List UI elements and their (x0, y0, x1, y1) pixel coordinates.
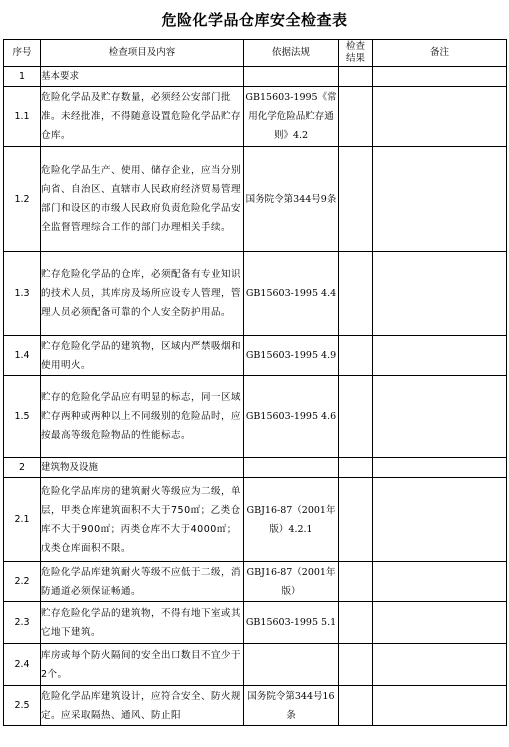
row-basis (244, 644, 339, 686)
row-result (339, 147, 373, 252)
row-note (373, 602, 507, 644)
row-result (339, 458, 373, 478)
row-basis (244, 67, 339, 87)
row-item: 建筑物及设施 (41, 458, 244, 478)
row-no: 1 (4, 67, 41, 87)
row-note (373, 644, 507, 686)
table-row (4, 147, 507, 252)
row-basis: GB15603-1995 5.1 (244, 602, 339, 644)
row-no: 1.2 (4, 147, 41, 252)
table-row (4, 87, 507, 147)
row-basis: GB15603-1995 4.4 (244, 252, 339, 336)
row-note (373, 562, 507, 602)
row-item: 贮存危险化学品的建筑物，不得有地下室或其它地下建筑。 (41, 602, 244, 644)
row-result (339, 87, 373, 147)
table-row (4, 686, 507, 726)
row-item: 贮存危险化学品的建筑物，区域内严禁吸烟和使用明火。 (41, 336, 244, 376)
row-basis: 国务院令第344号16条 (244, 686, 339, 726)
row-basis (244, 458, 339, 478)
row-result (339, 67, 373, 87)
row-note (373, 336, 507, 376)
row-no: 2.3 (4, 602, 41, 644)
table-row (4, 458, 507, 478)
row-no: 2.5 (4, 686, 41, 726)
row-basis: 国务院令第344号9条 (244, 147, 339, 252)
table-row (4, 562, 507, 602)
document-title: 危险化学品仓库安全检查表 (161, 11, 348, 29)
row-item: 贮存的危险化学品应有明显的标志，同一区域贮存两种或两种以上不同级别的危险品时，应按最高等级危险物品的性能标志。 (41, 376, 244, 458)
inspection-table (3, 39, 507, 726)
row-item: 危险化学品库建筑耐火等级不应低于二级，消防通道必须保证畅通。 (41, 562, 244, 602)
row-note (373, 252, 507, 336)
row-result (339, 376, 373, 458)
row-item: 危险化学品及贮存数量，必须经公安部门批准。未经批准，不得随意设置危险化学品贮存仓库。 (41, 87, 244, 147)
row-item: 库房或每个防火隔间的安全出口数目不宜少于2个。 (41, 644, 244, 686)
row-basis: GBJ16-87（2001年版） (244, 562, 339, 602)
header-basis: 依据法规 (244, 40, 339, 67)
header-result: 检查 结果 (339, 40, 373, 67)
row-no: 1.4 (4, 336, 41, 376)
table-row (4, 602, 507, 644)
row-result (339, 252, 373, 336)
row-basis: GB15603-1995 4.6 (244, 376, 339, 458)
row-result (339, 336, 373, 376)
row-no: 1.5 (4, 376, 41, 458)
header-item: 检查项目及内容 (41, 40, 244, 67)
row-item: 危险化学品生产、使用、储存企业，应当分别向省、自治区、直辖市人民政府经济贸易管理部门和设区的市级人民政府负责危险化学品安全监督管理综合工作的部门办理相关手续。 (41, 147, 244, 252)
table-row (4, 336, 507, 376)
row-basis: GBJ16-87（2001年版）4.2.1 (244, 478, 339, 562)
row-note (373, 87, 507, 147)
table-row (4, 478, 507, 562)
row-result (339, 686, 373, 726)
table-row (4, 252, 507, 336)
row-note (373, 478, 507, 562)
row-item: 贮存危险化学品的仓库，必须配备有专业知识的技术人员，其库房及场所应设专人管理，管理人员必须配备可靠的个人安全防护用品。 (41, 252, 244, 336)
row-basis: GB15603-1995《常用化学危险品贮存通则》4.2 (244, 87, 339, 147)
row-result (339, 602, 373, 644)
row-note (373, 147, 507, 252)
row-note (373, 458, 507, 478)
row-item: 基本要求 (41, 67, 244, 87)
header-note: 备注 (373, 40, 507, 67)
row-no: 1.3 (4, 252, 41, 336)
row-no: 1.1 (4, 87, 41, 147)
row-note (373, 686, 507, 726)
row-no: 2.2 (4, 562, 41, 602)
row-no: 2.4 (4, 644, 41, 686)
row-item: 危险化学品库房的建筑耐火等级应为二级，单层，甲类仓库建筑面积不大于750㎡；乙类仓库不大于900㎡；丙类仓库不大于4000㎡；戊类仓库面积不限。 (41, 478, 244, 562)
row-note (373, 67, 507, 87)
row-basis: GB15603-1995 4.9 (244, 336, 339, 376)
row-result (339, 562, 373, 602)
row-item: 危险化学品库建筑设计，应符合安全、防火规定。应采取隔热、通风、防止阳 (41, 686, 244, 726)
row-result (339, 478, 373, 562)
table-row (4, 644, 507, 686)
row-no: 2.1 (4, 478, 41, 562)
table-row (4, 376, 507, 458)
row-no: 2 (4, 458, 41, 478)
table-header-row (4, 40, 507, 67)
row-note (373, 376, 507, 458)
row-result (339, 644, 373, 686)
header-no: 序号 (4, 40, 41, 67)
table-row (4, 67, 507, 87)
